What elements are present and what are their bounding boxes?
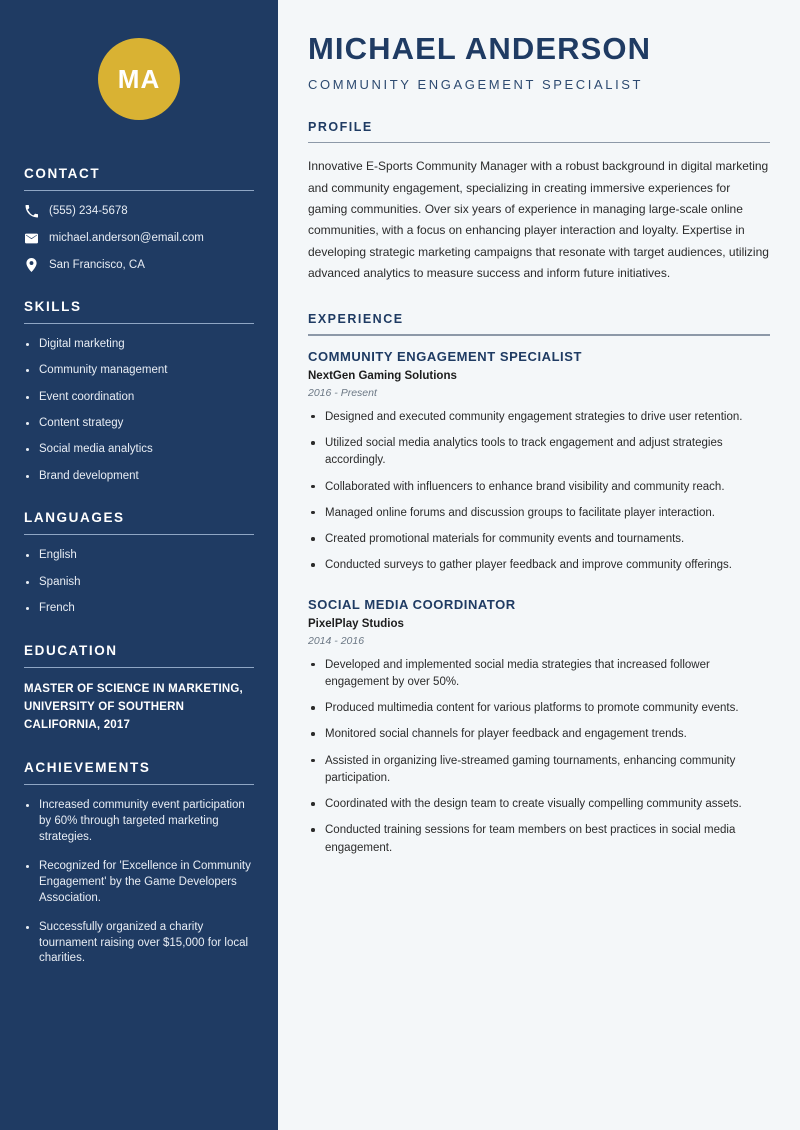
sidebar bbox=[0, 0, 278, 1130]
list-item: Conducted training sessions for team members on best practices in social media engagement. bbox=[308, 822, 770, 857]
list-item: Recognized for 'Excellence in Community Engagement' by the Game Developers Association. bbox=[24, 859, 254, 907]
experience-dates: 2016 - Present bbox=[308, 386, 377, 399]
education-entry: MASTER OF SCIENCE IN MARKETING, UNIVERSITY OF SOUTHERN CALIFORNIA, 2017 bbox=[24, 683, 243, 731]
experience-entry bbox=[308, 597, 770, 857]
experience-company: PixelPlay Studios bbox=[308, 617, 404, 630]
profile-text: Innovative E-Sports Community Manager with a robust background in digital marketing and community engagement, specializing in creating immersive experiences for gaming communities. Over six years of experience in managing large-scale online communities, with a focus on enhancing player interaction and loyalty. Expertise in developing strategic marketing campaigns that resonate with target audiences, utilizing advanced analytics to measure success and inform future initiatives. bbox=[308, 159, 769, 281]
list-item: French bbox=[24, 601, 254, 617]
list-item: Successfully organized a charity tournament raising over $15,000 for local charities. bbox=[24, 920, 254, 968]
sidebar-section-skills bbox=[24, 299, 254, 485]
list-item: Conducted surveys to gather player feedback and improve community offerings. bbox=[308, 557, 770, 574]
contact-value-phone: (555) 234-5678 bbox=[49, 205, 128, 217]
sidebar-heading-education: EDUCATION bbox=[24, 643, 118, 659]
envelope-icon bbox=[24, 231, 38, 245]
list-item: English bbox=[24, 548, 254, 564]
experience-title: SOCIAL MEDIA COORDINATOR bbox=[308, 596, 516, 612]
experience-bullets bbox=[308, 657, 770, 857]
sidebar-section-contact bbox=[24, 166, 254, 273]
list-item: Collaborated with influencers to enhance brand visibility and community reach. bbox=[308, 479, 770, 496]
list-item: Designed and executed community engagement strategies to drive user retention. bbox=[308, 409, 770, 426]
experience-company: NextGen Gaming Solutions bbox=[308, 369, 457, 382]
contact-value-email: michael.anderson@email.com bbox=[49, 231, 204, 244]
achievements-list bbox=[24, 798, 254, 967]
sidebar-heading-achievements: ACHIEVEMENTS bbox=[24, 760, 151, 776]
sidebar-heading-contact: CONTACT bbox=[24, 166, 101, 181]
list-item: Managed online forums and discussion groups to facilitate player interaction. bbox=[308, 505, 770, 522]
sidebar-heading-skills: SKILLS bbox=[24, 298, 82, 314]
divider bbox=[24, 667, 254, 668]
divider bbox=[24, 323, 254, 324]
list-item: Utilized social media analytics tools to track engagement and adjust strategies accordingly. bbox=[308, 435, 770, 470]
divider bbox=[24, 190, 254, 191]
sidebar-section-education bbox=[24, 643, 254, 734]
list-item: Brand development bbox=[24, 469, 254, 485]
list-item: Monitored social channels for player feedback and engagement trends. bbox=[308, 726, 770, 743]
contact-value-location: San Francisco, CA bbox=[49, 258, 145, 271]
location-pin-icon bbox=[24, 258, 38, 272]
job-role-subtitle: COMMUNITY ENGAGEMENT SPECIALIST bbox=[308, 76, 644, 92]
contact-item-location[interactable] bbox=[24, 258, 254, 273]
page-title: MICHAEL ANDERSON bbox=[308, 31, 652, 66]
list-item: Developed and implemented social media strategies that increased follower engagement by over 50%. bbox=[308, 657, 770, 692]
sidebar-heading-languages: LANGUAGES bbox=[24, 510, 125, 526]
divider bbox=[308, 334, 770, 336]
list-item: Event coordination bbox=[24, 390, 254, 406]
sidebar-section-achievements bbox=[24, 760, 254, 967]
divider bbox=[24, 534, 254, 535]
section-heading-profile: PROFILE bbox=[308, 119, 373, 134]
list-item: Assisted in organizing live-streamed gaming tournaments, enhancing community participation. bbox=[308, 753, 770, 788]
phone-icon bbox=[24, 204, 38, 218]
list-item: Digital marketing bbox=[24, 337, 254, 353]
experience-bullets bbox=[308, 409, 770, 575]
list-item: Social media analytics bbox=[24, 442, 254, 458]
main-content bbox=[278, 0, 800, 1130]
experience-dates: 2014 - 2016 bbox=[308, 634, 365, 647]
avatar: MA bbox=[98, 38, 180, 120]
divider bbox=[24, 784, 254, 785]
skills-list bbox=[24, 337, 254, 485]
list-item: Produced multimedia content for various platforms to promote community events. bbox=[308, 700, 770, 717]
list-item: Increased community event participation by 60% through targeted marketing strategies. bbox=[24, 798, 254, 846]
languages-list bbox=[24, 548, 254, 617]
experience-title: COMMUNITY ENGAGEMENT SPECIALIST bbox=[308, 348, 582, 364]
section-profile bbox=[308, 120, 770, 285]
contact-item-email[interactable] bbox=[24, 231, 254, 246]
list-item: Coordinated with the design team to create visually compelling community assets. bbox=[308, 796, 770, 813]
avatar-container bbox=[24, 0, 254, 120]
section-experience bbox=[308, 312, 770, 857]
experience-entry bbox=[308, 349, 770, 575]
list-item: Spanish bbox=[24, 575, 254, 591]
sidebar-section-languages bbox=[24, 510, 254, 617]
section-heading-experience: EXPERIENCE bbox=[308, 312, 404, 327]
list-item: Content strategy bbox=[24, 416, 254, 432]
divider bbox=[308, 142, 770, 144]
list-item: Created promotional materials for community events and tournaments. bbox=[308, 531, 770, 548]
contact-item-phone[interactable] bbox=[24, 204, 254, 219]
list-item: Community management bbox=[24, 363, 254, 379]
